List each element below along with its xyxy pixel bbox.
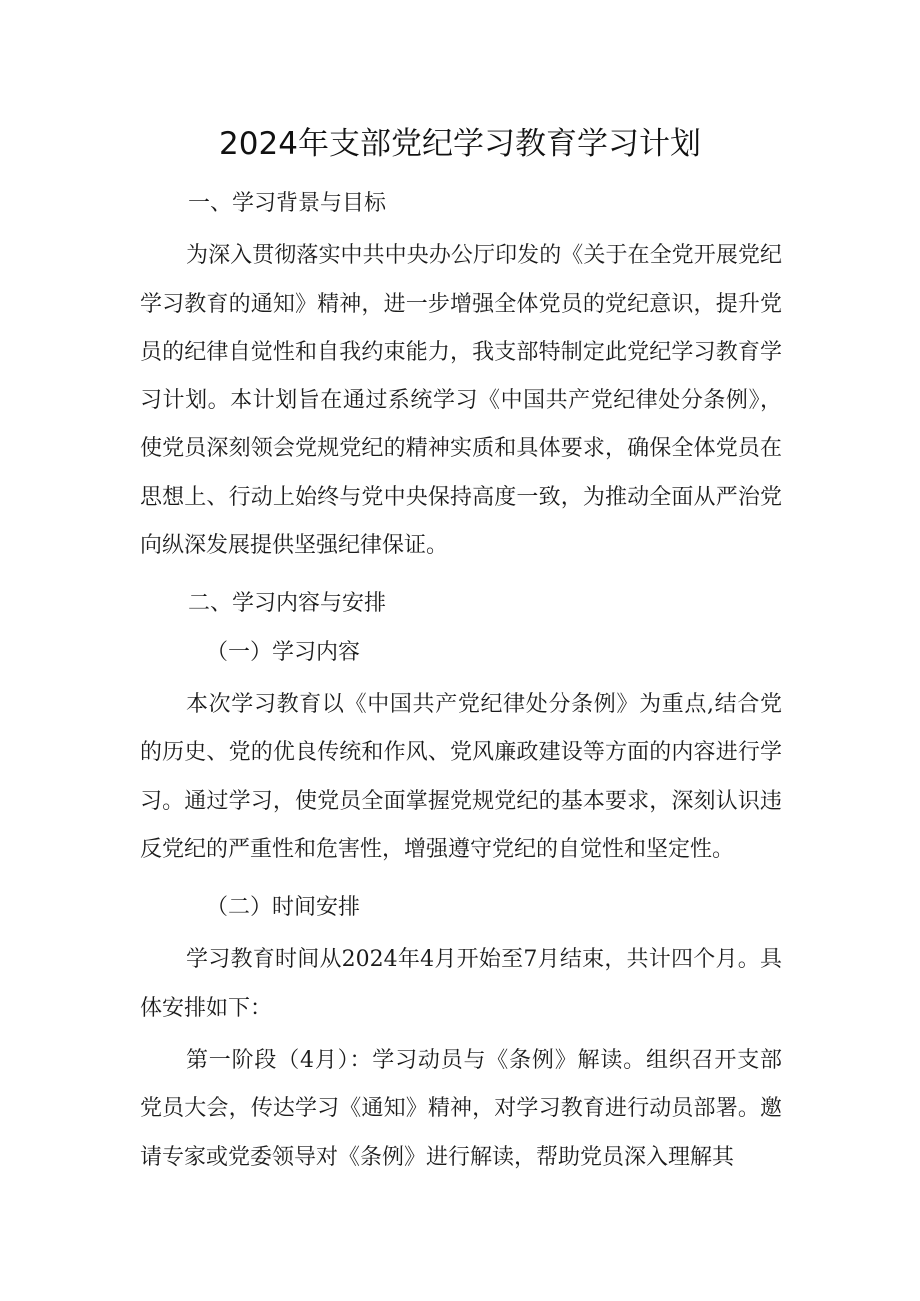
subsection1-paragraph: 本次学习教育以《中国共产党纪律处分条例》为重点,结合党的历史、党的优良传统和作风、党风廉政建设等方面的内容进行学习。通过学习，使党员全面掌握党规党纪的基本要求，深刻认识违反党纪的严重性和危害性，增强遵守党纪的自觉性和坚定性。 xyxy=(140,691,782,862)
subsection1-heading: （一）学习内容 xyxy=(206,639,361,665)
subsection2-paragraph: 学习教育时间从2024年4月开始至7月结束，共计四个月。具体安排如下： xyxy=(140,947,782,1021)
document-title: 2024年支部党纪学习教育学习计划 xyxy=(219,126,701,162)
subsection2-heading: （二）时间安排 xyxy=(206,895,361,921)
section2-heading: 二、学习内容与安排 xyxy=(188,591,387,617)
phase1-paragraph: 第一阶段（4月）：学习动员与《条例》解读。组织召开支部党员大会，传达学习《通知》精神，对学习教育进行动员部署。邀请专家或党委领导对《条例》进行解读，帮助党员深入理解其 xyxy=(140,1048,782,1170)
section1-heading: 一、学习背景与目标 xyxy=(188,191,387,216)
document-body xyxy=(140,180,782,1182)
section1-paragraph: 为深入贯彻落实中共中央办公厅印发的《关于在全党开展党纪学习教育的通知》精神，进一步增强全体党员的党纪意识，提升党员的纪律自觉性和自我约束能力，我支部特制定此党纪学习教育学习计划。本计划旨在通过系统学习《中国共产党纪律处分条例》，使党员深刻领会党规党纪的精神实质和具体要求，确保全体党员在思想上、行动上始终与党中央保持高度一致，为推动全面从严治党向纵深发展提供坚强纪律保证。 xyxy=(140,243,782,559)
